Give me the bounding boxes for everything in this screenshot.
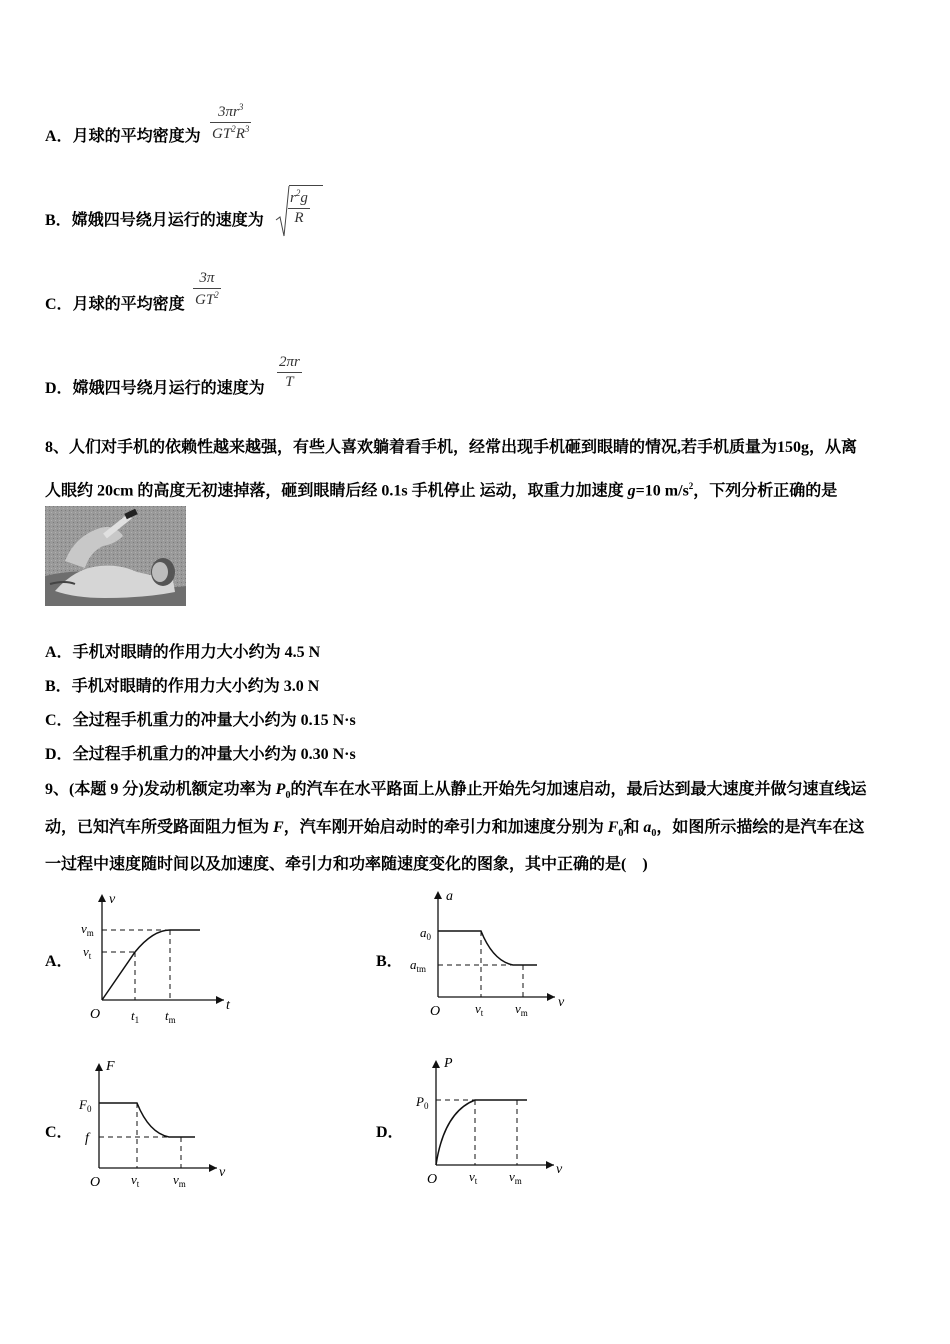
q7-option-c: C．月球的平均密度 xyxy=(45,296,185,313)
graph-d-P0-label: $P_0$ xyxy=(416,1094,429,1111)
graph-d xyxy=(410,1050,570,1195)
graph-a-origin: O xyxy=(90,1007,101,1022)
graph-d-vm-label: $v_m$ xyxy=(509,1169,522,1186)
graph-a-t1-label: $t_1$ xyxy=(131,1008,140,1025)
graph-c-curve xyxy=(99,1103,195,1137)
q8-option-b: B．手机对眼睛的作用力大小约为 3.0 N xyxy=(45,678,320,695)
graph-d-vt-label: $v_t$ xyxy=(469,1169,478,1186)
graph-d-y-arrow-icon xyxy=(432,1060,440,1068)
graph-c-origin: O xyxy=(90,1175,101,1190)
graph-d-x-label: v xyxy=(556,1162,563,1177)
graph-a-y-label: v xyxy=(109,892,116,907)
q8-option-a: A．手机对眼睛的作用力大小约为 4.5 N xyxy=(45,644,321,661)
graph-b-y-arrow-icon xyxy=(434,891,442,899)
graph-a-curve xyxy=(102,930,200,1000)
q7-option-a: A．月球的平均密度为 xyxy=(45,128,201,145)
graph-b-origin: O xyxy=(430,1004,441,1019)
q7-option-b: B．嫦娥四号绕月运行的速度为 xyxy=(45,212,264,229)
graph-c-y-label: F xyxy=(106,1059,115,1074)
graph-d-y-label: P xyxy=(444,1056,453,1071)
graph-a-tm-label: $t_m$ xyxy=(165,1008,176,1025)
q9-stem-line2: 动，已知汽车所受路面阻力恒为 F，汽车刚开始启动时的牵引力和加速度分别为 $F_0$和 $a_0$，如图所示描绘的是汽车在这 xyxy=(45,819,865,840)
graph-c-f-label: f xyxy=(85,1131,89,1146)
q8-stem-line1: 8、人们对手机的依赖性越来越强，有些人喜欢躺着看手机，经常出现手机砸到眼睛的情况,若手机质量为150g，从离 xyxy=(45,439,858,456)
graph-b-x-arrow-icon xyxy=(547,993,555,1001)
sqrt-overline xyxy=(289,185,323,186)
graph-d-x-arrow-icon xyxy=(546,1161,554,1169)
graph-a-y-arrow-icon xyxy=(98,894,106,902)
q8-stem-line2: 人眼约 20cm 的高度无初速掉落，砸到眼睛后经 0.1s 手机停止 运动，取重力加速度 g=10 $m/s^2$，下列分析正确的是 xyxy=(45,481,838,500)
graph-c-F0-label: $F_0$ xyxy=(79,1097,92,1114)
graph-a xyxy=(78,888,238,1028)
q7-option-d: D．嫦娥四号绕月运行的速度为 xyxy=(45,380,265,397)
graph-a-x-label: t xyxy=(226,998,230,1013)
graph-c-vm-label: $v_m$ xyxy=(173,1172,186,1189)
graph-b-a0-label: $a_0$ xyxy=(420,925,431,942)
q7-option-b-formula: $r^2g$ R xyxy=(290,188,308,226)
graph-b-atm-label: $a_{tm}$ xyxy=(410,957,427,974)
graph-a-vt-label: $v_t$ xyxy=(83,944,92,961)
q8-option-c: C．全过程手机重力的冲量大小约为 0.15 N·s xyxy=(45,712,356,729)
graph-c-label: C． xyxy=(45,1124,73,1141)
graph-d-label: D． xyxy=(376,1124,404,1141)
graph-b-vt-label: $v_t$ xyxy=(475,1001,484,1018)
graph-c xyxy=(75,1055,235,1195)
graph-d-curve xyxy=(436,1100,527,1165)
q9-stem-line3: 一过程中速度随时间以及加速度、牵引力和功率随速度变化的图象，其中正确的是( ) xyxy=(45,856,648,873)
graph-b-x-label: v xyxy=(558,995,565,1010)
graph-b-y-label: a xyxy=(446,889,453,904)
graph-b-label: B． xyxy=(376,953,403,970)
person-reading-phone-image xyxy=(45,506,186,606)
graph-c-x-label: v xyxy=(219,1165,226,1180)
graph-a-x-arrow-icon xyxy=(216,996,224,1004)
graph-d-origin: O xyxy=(427,1172,438,1187)
graph-c-y-arrow-icon xyxy=(95,1063,103,1071)
graph-a-vm-label: $v_m$ xyxy=(81,921,94,938)
q7-option-c-formula: 3π $GT^2$ xyxy=(195,270,219,308)
q8-option-d: D．全过程手机重力的冲量大小约为 0.30 N·s xyxy=(45,746,356,763)
q7-option-a-formula: $3\pi r^3$ $GT^2R^3$ xyxy=(212,102,250,142)
q9-stem-line1: 9、(本题 9 分)发动机额定功率为 $P_0$的汽车在水平路面上从静止开始先匀加速启动，最后达到最大速度并做匀速直线运 xyxy=(45,781,867,802)
graph-c-vt-label: $v_t$ xyxy=(131,1172,140,1189)
graph-c-x-arrow-icon xyxy=(209,1164,217,1172)
graph-b xyxy=(405,885,575,1025)
graph-b-curve xyxy=(438,931,537,965)
q7-option-d-formula: 2πr T xyxy=(279,354,300,390)
graph-b-vm-label: $v_m$ xyxy=(515,1001,528,1018)
graph-a-label: A． xyxy=(45,953,73,970)
